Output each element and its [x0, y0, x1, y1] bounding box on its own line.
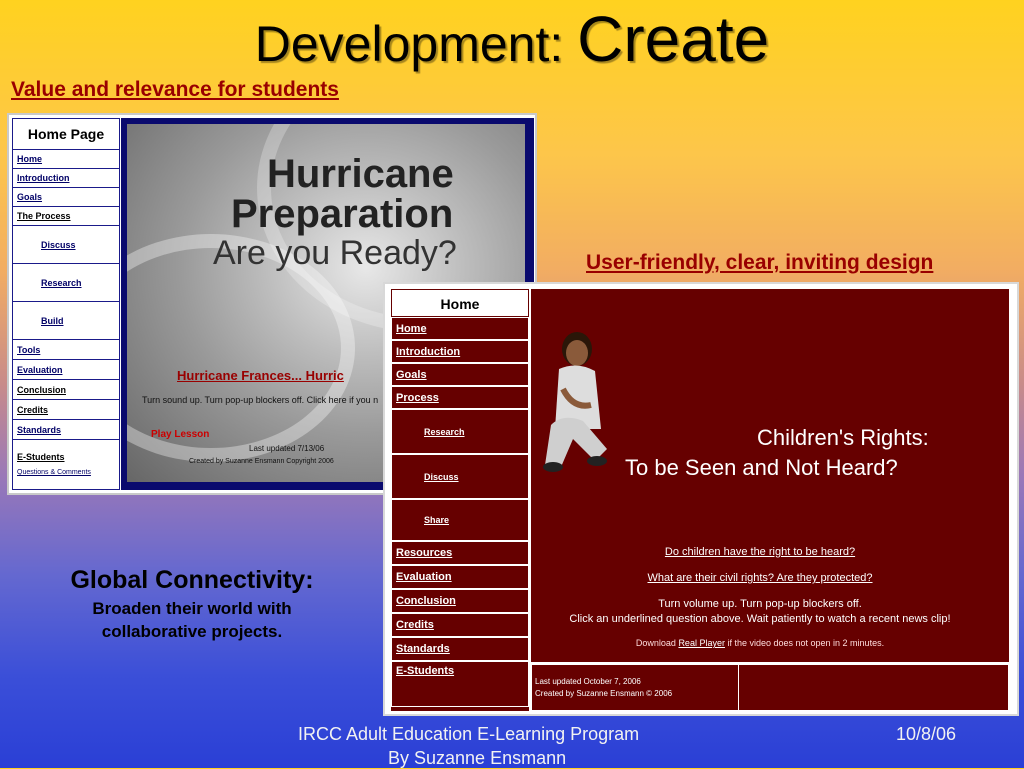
childrens-rights-title-2: To be Seen and Not Heard? [625, 455, 898, 480]
hurricane-nav-item[interactable]: Build [13, 302, 119, 340]
hurricane-nav-header: Home Page [13, 119, 119, 150]
childrens-rights-nav-item[interactable]: Home [391, 317, 529, 340]
hurricane-headline-2: Preparation [231, 192, 454, 236]
global-connectivity-title: Global Connectivity: [70, 566, 314, 594]
childrens-rights-nav-item[interactable]: E-Students [391, 661, 529, 707]
heading-value-relevance: Value and relevance for students [11, 78, 339, 101]
hurricane-created-by: Created by Suzanne Ensmann Copyright 2006 [189, 458, 334, 465]
footer-divider [738, 665, 739, 710]
hurricane-frances-link[interactable]: Hurricane Frances... Hurric [177, 368, 344, 383]
childrens-rights-nav-item[interactable]: Evaluation [391, 565, 529, 589]
download-suffix: if the video does not open in 2 minutes. [724, 638, 885, 648]
childrens-rights-created-by: Created by Suzanne Ensmann © 2006 [535, 689, 673, 698]
childrens-rights-last-updated: Last updated October 7, 2006 [535, 677, 641, 686]
hurricane-nav-item[interactable]: Credits [13, 400, 119, 420]
childrens-rights-nav-item[interactable]: Conclusion [391, 589, 529, 613]
hurricane-headline-3: Are you Ready? [213, 234, 457, 272]
heading-design: User-friendly, clear, inviting design [586, 251, 934, 274]
slide-title-part1: Development: [254, 16, 578, 72]
footer-author: By Suzanne Ensmann [388, 748, 567, 768]
childrens-rights-nav-item[interactable]: Research [391, 409, 529, 454]
hurricane-nav-item[interactable]: Conclusion [13, 380, 119, 400]
question-civil-rights-link[interactable]: What are their civil rights? Are they protected? [647, 572, 873, 584]
childrens-rights-nav-item[interactable]: Credits [391, 613, 529, 637]
childrens-rights-main [531, 289, 1009, 662]
slide-title-part2: Create [577, 3, 770, 75]
slide-title [0, 2, 1024, 76]
hurricane-nav-item[interactable]: The Process [13, 207, 119, 226]
hurricane-nav-item[interactable]: Discuss [13, 226, 119, 264]
childrens-rights-nav [391, 289, 529, 711]
hurricane-nav-item[interactable]: Standards [13, 420, 119, 440]
question-heard-link[interactable]: Do children have the right to be heard? [664, 546, 856, 558]
real-player-link[interactable]: Real Player [678, 638, 725, 648]
childrens-rights-nav-item[interactable]: Share [391, 499, 529, 541]
hurricane-instructions: Turn sound up. Turn pop-up blockers off. Click here if you n [142, 395, 379, 405]
childrens-rights-nav-header: Home [391, 289, 529, 317]
hurricane-nav-estudents [13, 440, 119, 476]
hurricane-nav [12, 118, 120, 490]
global-connectivity-block [24, 566, 360, 642]
childrens-rights-instructions-2: Click an underlined question above. Wait patiently to watch a recent news clip! [569, 613, 951, 625]
global-connectivity-line2: collaborative projects. [101, 622, 283, 641]
footer-date: 10/8/06 [896, 724, 957, 744]
hurricane-nav-item[interactable]: Research [13, 264, 119, 302]
hurricane-nav-item[interactable]: Evaluation [13, 360, 119, 380]
childrens-rights-nav-item[interactable]: Standards [391, 637, 529, 661]
hurricane-nav-item[interactable]: Home [13, 150, 119, 169]
childrens-rights-nav-item[interactable]: Discuss [391, 454, 529, 499]
childrens-rights-nav-item[interactable]: Introduction [391, 340, 529, 363]
childrens-rights-nav-item[interactable]: Resources [391, 541, 529, 565]
hurricane-nav-item[interactable]: E-Students [17, 452, 65, 462]
hurricane-nav-item[interactable]: Introduction [13, 169, 119, 188]
childrens-rights-instructions-1: Turn volume up. Turn pop-up blockers off. [658, 598, 862, 610]
hurricane-last-updated: Last updated 7/13/06 [249, 444, 325, 453]
play-lesson-link[interactable]: Play Lesson [151, 429, 210, 440]
footer-program: IRCC Adult Education E-Learning Program [298, 724, 640, 744]
global-connectivity-line1: Broaden their world with [92, 599, 292, 618]
childrens-rights-nav-item[interactable]: Process [391, 386, 529, 409]
childrens-rights-nav-item[interactable]: Goals [391, 363, 529, 386]
hurricane-headline-1: Hurricane [267, 152, 454, 196]
hurricane-nav-item[interactable]: Goals [13, 188, 119, 207]
hurricane-nav-subcaption[interactable]: Questions & Comments [17, 469, 91, 476]
girl-photo [533, 329, 617, 475]
hurricane-nav-item[interactable]: Tools [13, 340, 119, 360]
childrens-rights-site-screenshot [383, 282, 1019, 716]
download-prefix: Download [635, 638, 679, 648]
download-note [531, 638, 989, 648]
childrens-rights-footer [531, 664, 1009, 711]
childrens-rights-title-1: Children's Rights: [757, 425, 929, 450]
